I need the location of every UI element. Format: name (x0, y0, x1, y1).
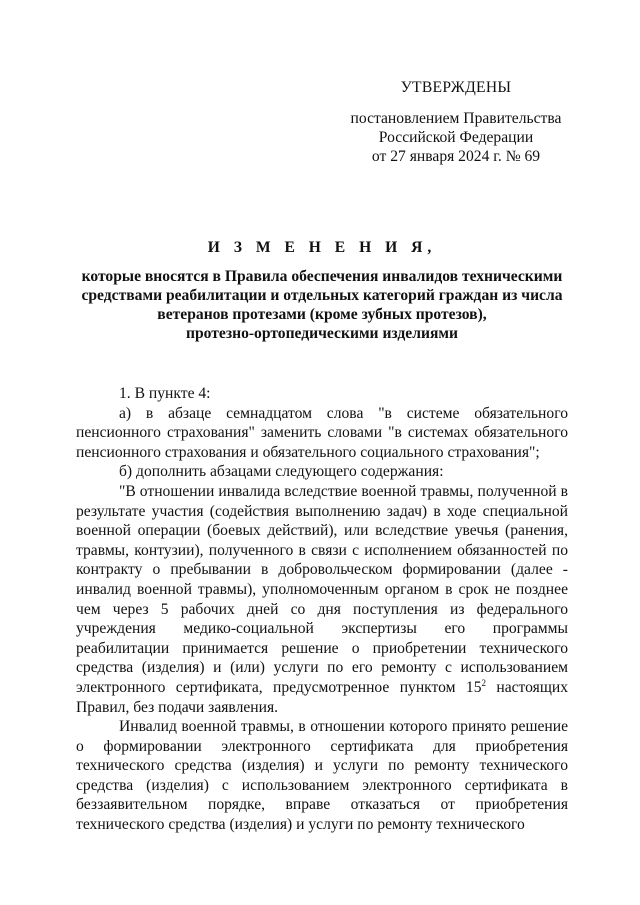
paragraph-quoted-text-2: Инвалид военной травмы, в отношении которого принято решение о формировании электронного сертификата для приобретения технического средства (изделия) и услуги по ремонту технического средства (изделия) с использованием электронного сертификата в беззаявительном порядке, вправе отказаться от приобретения технического средства (изделия) и услуги по ремонту технического (76, 718, 568, 834)
approval-line: постановлением Правительства (350, 110, 562, 127)
subtitle-line: ветеранов протезами (кроме зубных протезов), (157, 306, 487, 323)
superscript-index: 2 (481, 677, 486, 688)
subtitle-line: средствами реабилитации и отдельных категорий граждан из числа (81, 287, 563, 304)
paragraph-subitem-a: а) в абзаце семнадцатом слова "в системе обязательного пенсионного страхования" заменить словами "в системах обязательного пенсионного страхования и обязательного социального страхования"; (76, 404, 568, 461)
document-heading (76, 238, 568, 343)
subtitle-line: которые вносятся в Правила обеспечения инвалидов техническими (81, 268, 563, 285)
approval-line: Российской Федерации (378, 129, 534, 146)
document-subtitle (76, 267, 568, 343)
approval-block (344, 78, 568, 166)
document-body (76, 384, 568, 835)
paragraph-quoted-text (76, 482, 568, 717)
document-title: И З М Е Н Е Н И Я, (207, 239, 437, 256)
paragraph-text: "В отношении инвалида вследствие военной травмы, полученной в результате участия (содействия выполнению задач) в ходе специальной военной операции (боевых действий), или вследствие увечья (ранения, травмы, контузии), полученного в связи с исполнением обязанностей по контракту о пребывании в добровольческом формировании (далее - инвалид военной травмы), уполномоченным органом в срок не позднее чем через 5 рабочих дней со дня поступления из федерального учреждения медико-социальной экспертизы его программы реабилитации принимается решение о приобретении технического средства (изделия) и (или) услуги по его ремонту с использованием электронного сертификата, предусмотренное пунктом 15 (76, 482, 568, 696)
paragraph-item-1: 1. В пункте 4: (119, 385, 211, 402)
subtitle-line: протезно-ортопедическими изделиями (185, 325, 458, 342)
paragraph-text: настоящих Правил, без подачи заявления. (76, 678, 568, 716)
approval-stamp: УТВЕРЖДЕНЫ (400, 79, 512, 96)
approval-date: от 27 января 2024 г. № 69 (371, 148, 541, 165)
paragraph-subitem-b: б) дополнить абзацами следующего содержания: (119, 463, 444, 481)
